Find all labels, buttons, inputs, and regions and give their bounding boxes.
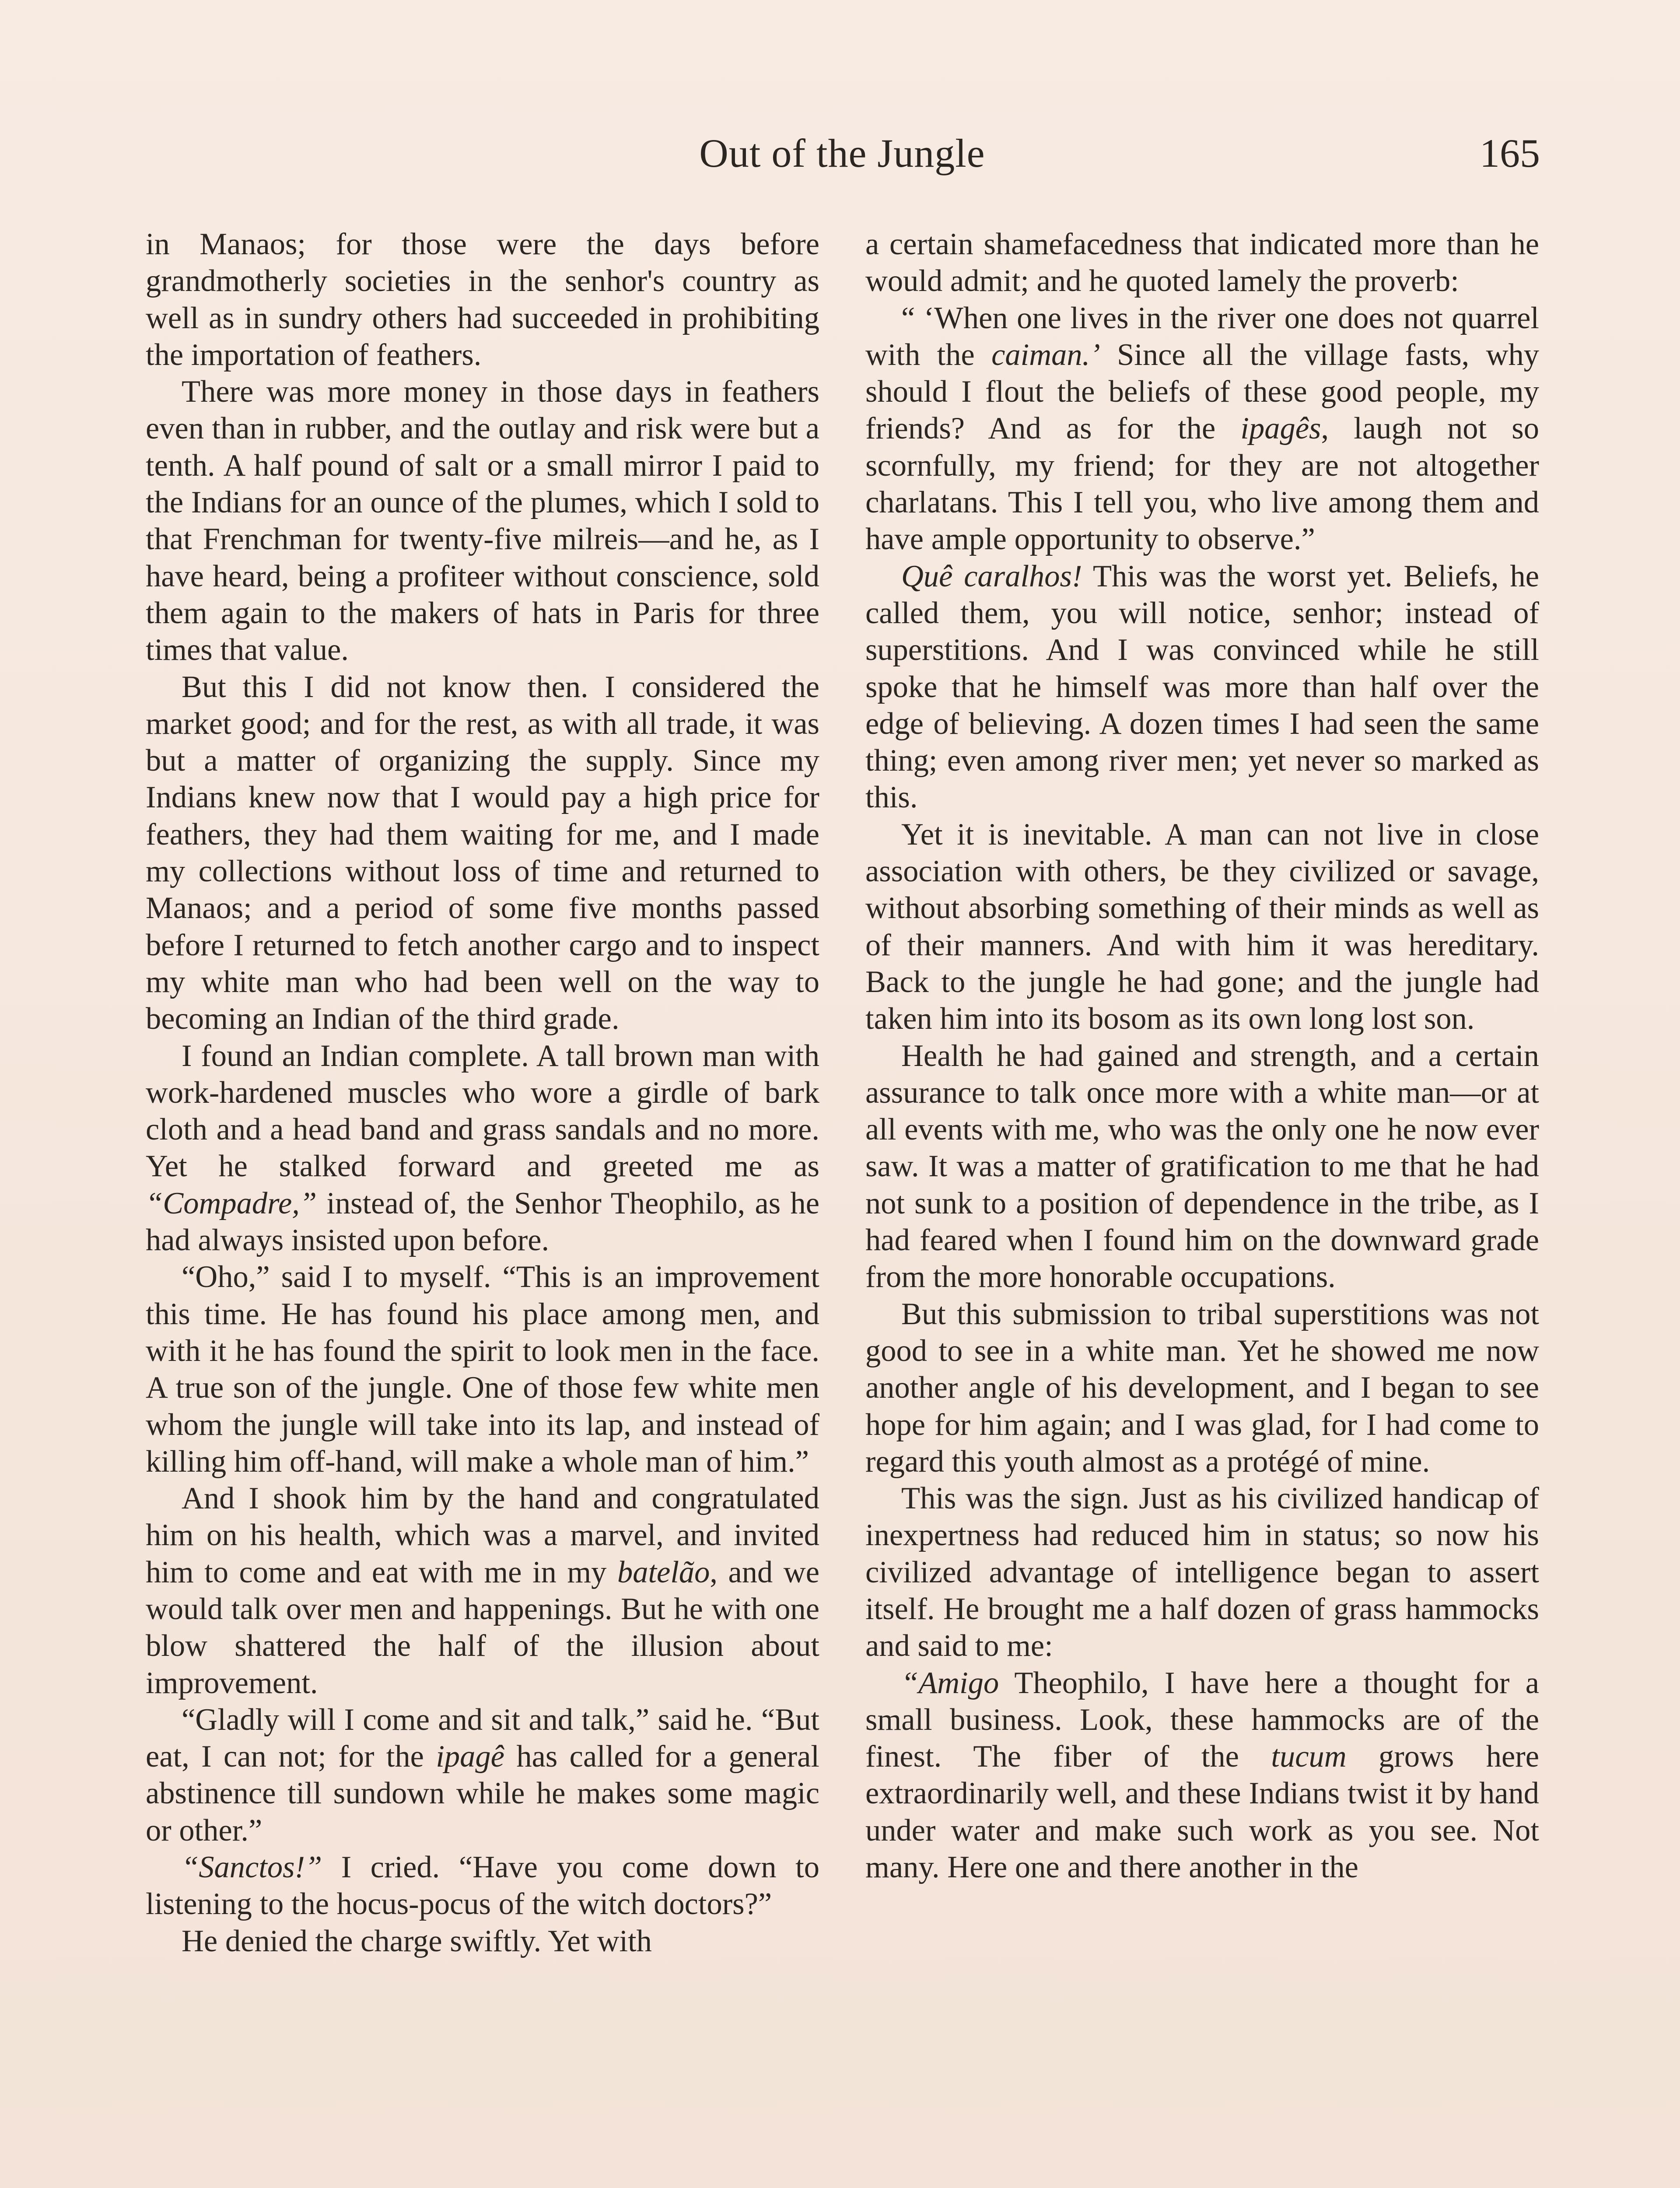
text-run: Since all the village fasts, why should I flout the beliefs of these good people, my friends? And as for the <box>865 337 1540 446</box>
text-run: I cried. “Have you come down to listening to the hocus-pocus of the witch doctors?” <box>146 1850 819 1922</box>
paragraph: a certain shamefacedness that indicated more than he would admit; and he quoted lamely the proverb: <box>865 227 1539 298</box>
italic-text: ipagês <box>1240 411 1321 446</box>
italic-text: caiman.’ <box>991 337 1100 372</box>
text-run: Theophilo, I have here a thought for a small business. Look, these hammocks are of the finest. The fiber of the <box>865 1666 1539 1774</box>
paragraph: But this submission to tribal superstitions was not good to see in a white man. Yet he showed me now another angle of his development, and I began to see hope for him again; and I was glad, for I had come to regard this youth almost as a protégé of mine. <box>865 1297 1539 1479</box>
page-header <box>144 123 1540 184</box>
text-run: , and we would talk over men and happenings. But he with one blow shattered the half of the illusion about improvement. <box>146 1555 820 1700</box>
text-run: I found an Indian complete. A tall brown man with work-hardened muscles who wore a girdle of bark cloth and a head band and grass sandals and no more. Yet he stalked forward and greeted me as <box>146 1038 819 1184</box>
text-run: has called for a general abstinence till sundown while he makes some magic or other.” <box>146 1739 819 1848</box>
italic-text: batelão <box>617 1555 710 1589</box>
italic-text: Quê caralhos! <box>901 559 1082 593</box>
paragraph <box>865 1665 1539 1886</box>
italic-text: “Compadre,” <box>146 1186 317 1220</box>
paragraph <box>865 300 1539 558</box>
text-run: instead of, the Senhor Theophilo, as he had always insisted upon before. <box>146 1186 819 1258</box>
italic-text: “Sanctos!” <box>182 1850 322 1885</box>
paragraph: He denied the charge swiftly. Yet with <box>182 1924 652 1958</box>
text-run: This was the worst yet. Beliefs, he called them, you will notice, senhor; instead of superstitions. And I was convinced while he still spoke that he himself was more than half over the edge of believing. A dozen times I had seen the same thing; even among river men; yet never so marked as this. <box>865 559 1540 815</box>
paragraph: in Manaos; for those were the days before grandmotherly societies in the senhor's country as well as in sundry others had succeeded in prohibiting the importation of feathers. <box>146 227 819 372</box>
paragraph: “Oho,” said I to myself. “This is an improvement this time. He has found his place among men, and with it he has found the spirit to look men in the face. A true son of the jungle. One of those few white men whom the jungle will take into its lap, and instead of killing him off-hand, will make a whole man of him.” <box>146 1260 819 1479</box>
italic-text: tucum <box>1271 1739 1347 1774</box>
paragraph <box>146 1480 819 1701</box>
left-column <box>146 226 819 1960</box>
paragraph: There was more money in those days in feathers even than in rubber, and the outlay and risk were but a tenth. A half pound of salt or a small mirror I paid to the Indians for an ounce of the plumes, which I sold to that Frenchman for twenty-five milreis—and he, as I have heard, being a profiteer without conscience, sold them again to the makers of hats in Paris for three times that value. <box>146 375 819 667</box>
paragraph <box>146 1849 819 1923</box>
paragraph: This was the sign. Just as his civilized handicap of inexpertness had reduced him in status; so now his civilized advantage of intelligence began to assert itself. He brought me a half dozen of grass hammocks and said to me: <box>865 1481 1539 1663</box>
paragraph <box>865 558 1539 816</box>
text-run: “ ‘When one lives in the river one does not quarrel with the <box>865 301 1539 372</box>
text-run: And I shook him by the hand and congratulated him on his health, which was a marvel, and invited him to come and eat with me in my <box>146 1481 819 1589</box>
text-run: , laugh not so scornfully, my friend; for they are not altogether charlatans. This I tell you, who live among them and have ample opportunity to observe.” <box>865 411 1539 557</box>
paragraph: Health he had gained and strength, and a certain assurance to talk once more with a white man—or at all events with me, who was the only one he now ever saw. It was a matter of gratification to me that he had not sunk to a position of dependence in the tribe, as I had feared when I found him on the downward grade from the more honorable occupations. <box>865 1038 1539 1294</box>
italic-text: “Amigo <box>901 1666 999 1700</box>
paragraph <box>146 1701 819 1849</box>
paragraph: But this I did not know then. I considered the market good; and for the rest, as with all trade, it was but a matter of organizing the supply. Since my Indians knew now that I would pay a high price for feathers, they had them waiting for me, and I made my collections without loss of time and returned to Manaos; and a period of some five months passed before I returned to fetch another cargo and to inspect my white man who had been well on the way to becoming an Indian of the third grade. <box>146 670 819 1036</box>
italic-text: ipagê <box>436 1739 504 1774</box>
paragraph: Yet it is inevitable. A man can not live in close association with others, be they civilized or savage, without absorbing something of their minds as well as of their manners. And with him it was hereditary. Back to the jungle he had gone; and the jungle had taken him into its bosom as its own long lost son. <box>865 817 1539 1036</box>
page-number: 165 <box>1480 131 1540 175</box>
text-run: “Gladly will I come and sit and talk,” said he. “But eat, I can not; for the <box>146 1702 819 1774</box>
text-run: grows here extraordinarily well, and these Indians twist it by hand under water and make such work as you see. Not many. Here one and there another in the <box>865 1739 1540 1885</box>
paragraph <box>146 1038 819 1259</box>
running-title: Out of the Jungle <box>699 131 985 175</box>
right-column <box>865 226 1539 1886</box>
